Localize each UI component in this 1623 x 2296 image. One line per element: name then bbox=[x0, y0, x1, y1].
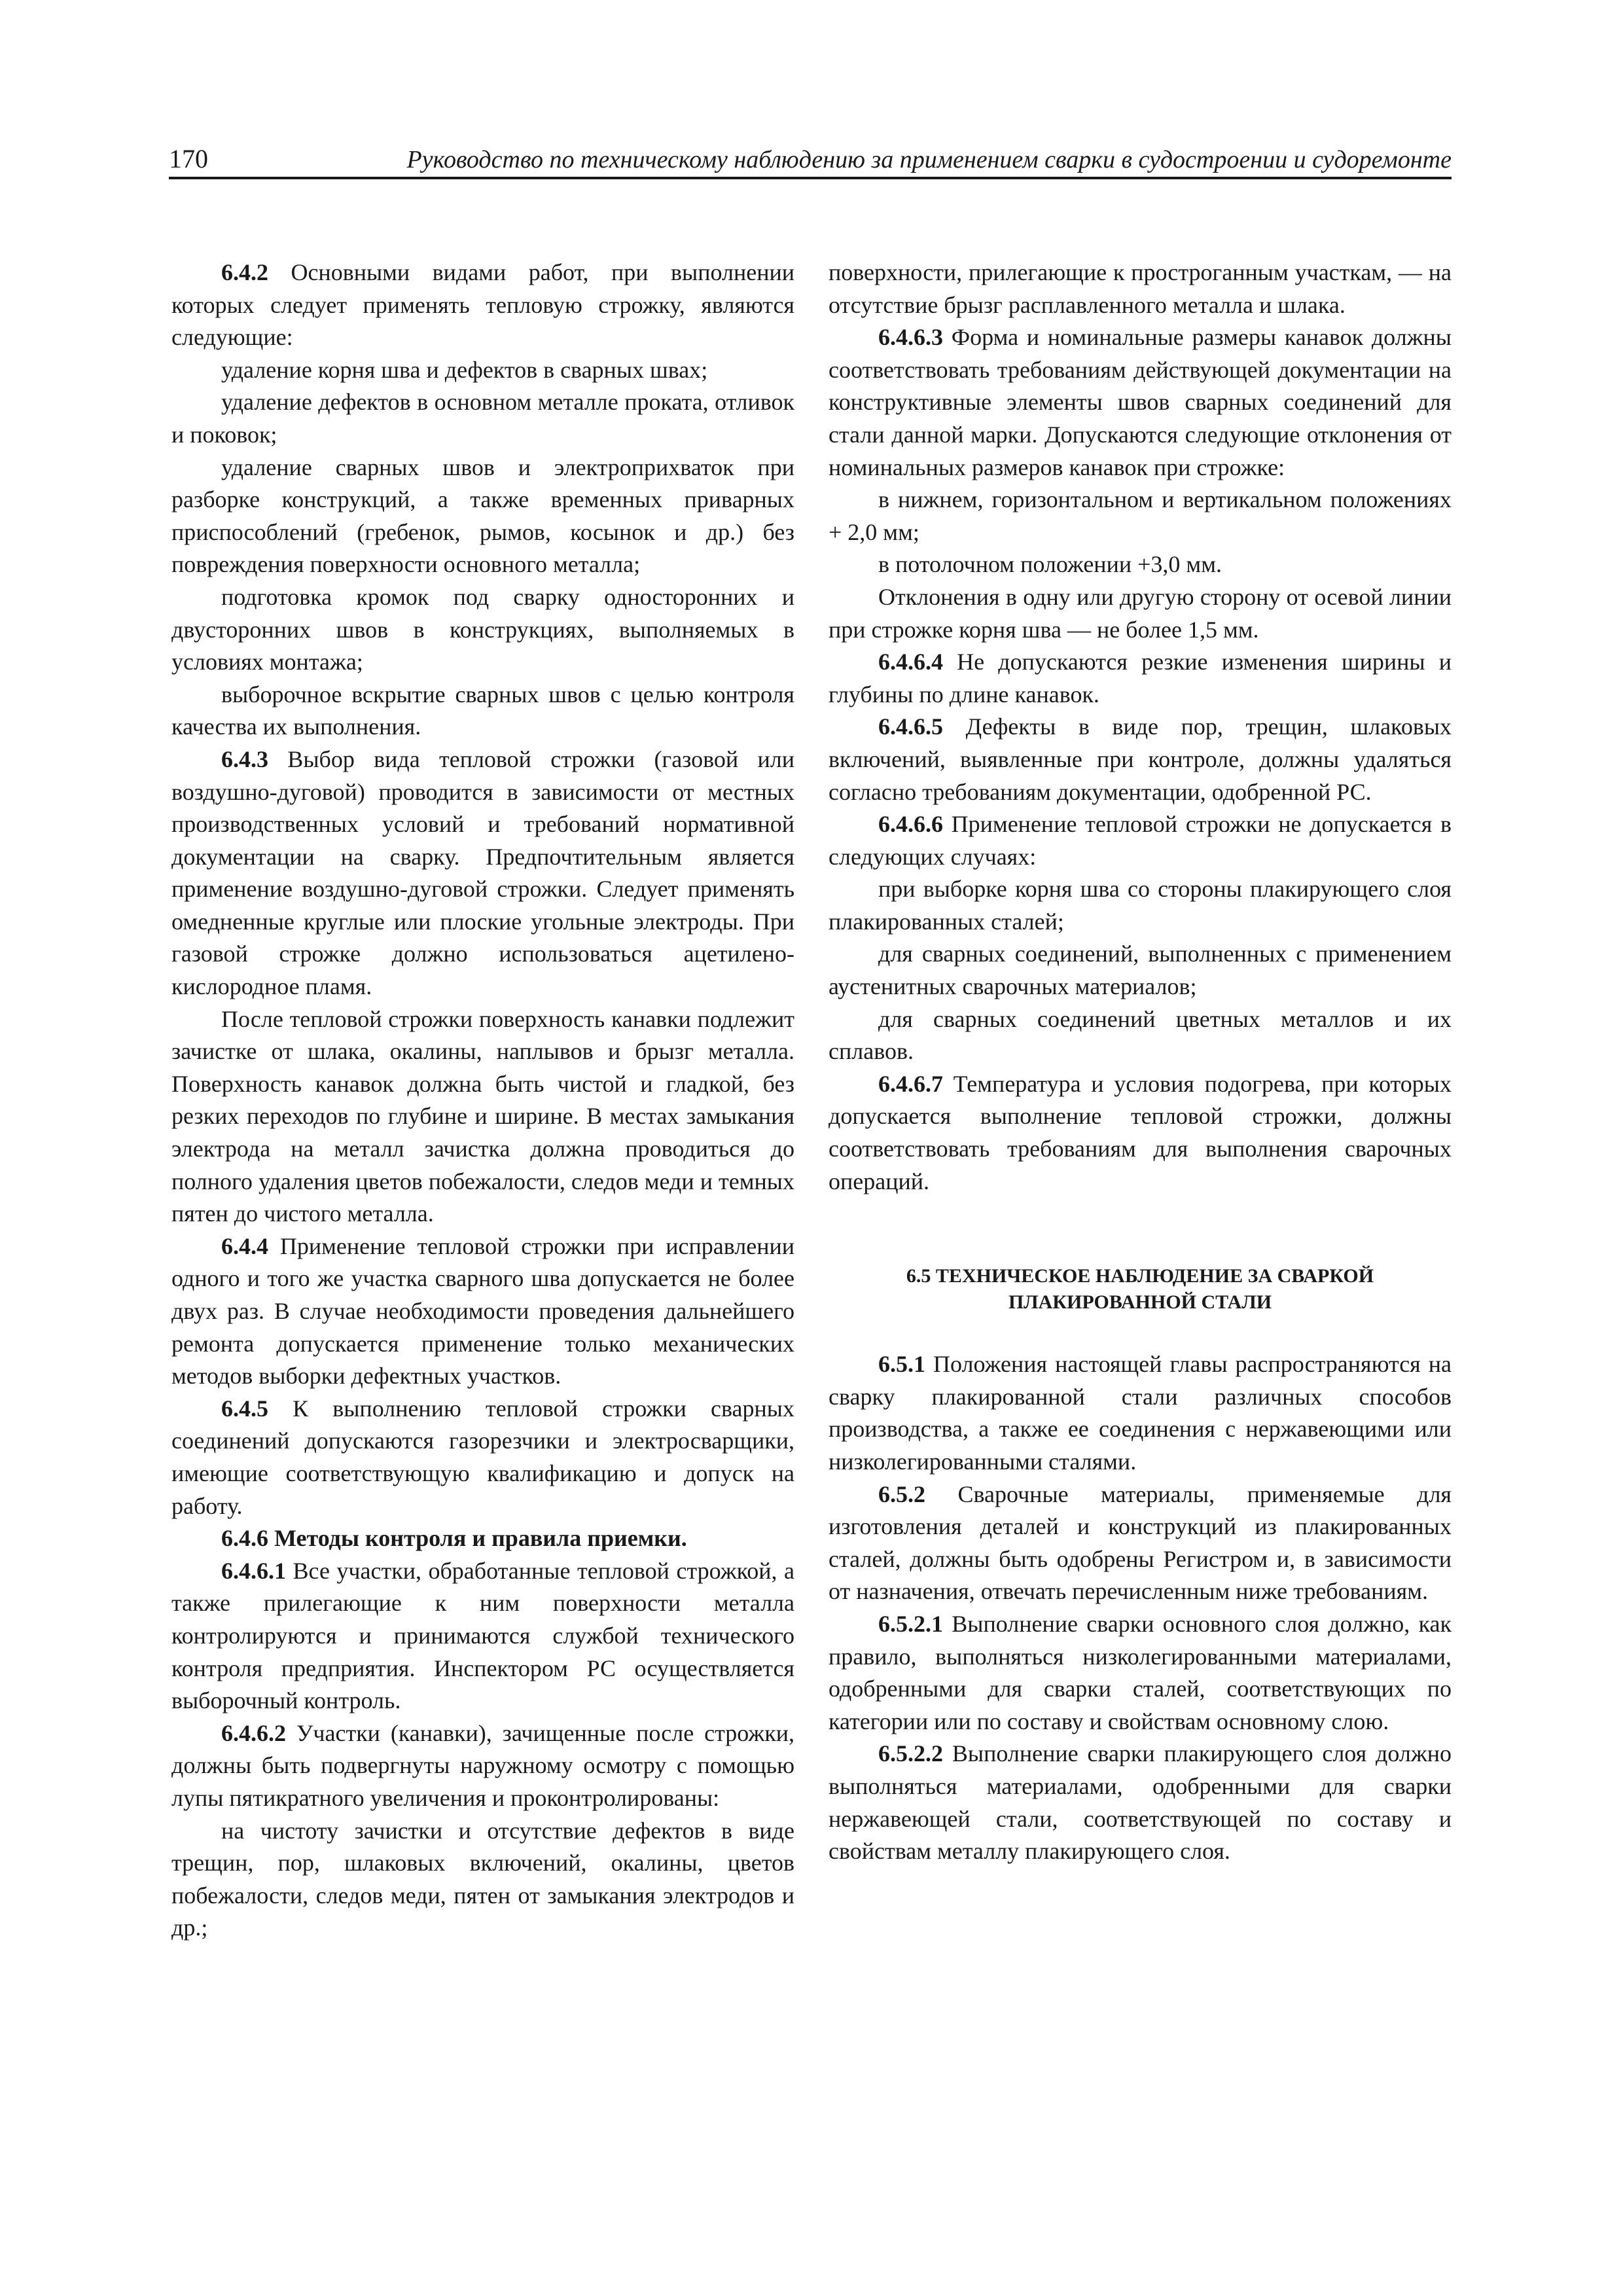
paragraph-text: Все участки, обработанные тепловой строжкой, а также прилегающие к ним поверхности металла контролируются и принимаются службой технического контроля предприятия. Инспектором РС осуществляется выборочный контроль. bbox=[171, 1557, 794, 1714]
paragraph-text: Отклонения в одну или другую сторону от осевой линии при строжке корня шва — не более 1,5 мм. bbox=[829, 583, 1452, 643]
paragraph bbox=[171, 1003, 794, 1230]
paragraph bbox=[829, 1003, 1452, 1068]
clause-paragraph bbox=[171, 1555, 794, 1717]
clause-number: 6.4.6.5 bbox=[878, 713, 943, 740]
paragraph-text: при выборке корня шва со стороны плакирующего слоя плакированных сталей; bbox=[829, 876, 1452, 935]
paragraph bbox=[829, 257, 1452, 321]
paragraph-text: подготовка кромок под сварку односторонних и двусторонних швов в конструкциях, выполняемых в условиях монтажа; bbox=[171, 583, 794, 675]
section-heading-line2: ПЛАКИРОВАННОЙ СТАЛИ bbox=[1008, 1291, 1272, 1314]
clause-number: 6.5.2.2 bbox=[878, 1740, 943, 1767]
clause-number: 6.4.2 bbox=[221, 259, 268, 285]
clause-number: 6.4.6.4 bbox=[878, 649, 943, 675]
clause-paragraph bbox=[829, 1479, 1452, 1608]
clause-paragraph bbox=[829, 1738, 1452, 1867]
paragraph-text: Выбор вида тепловой строжки (газовой или воздушно-дуговой) проводится в зависимости от местных производственных условий и требований нормативной документации на сварку. Предпочтительным является применение воздушно-дуговой строжки. Следует применять омедненные круглые или плоские угольные электроды. При газовой строжке должно использоваться ацетилено-кислородное пламя. bbox=[171, 745, 794, 1000]
page-number: 170 bbox=[169, 144, 208, 173]
paragraph bbox=[171, 1815, 794, 1945]
paragraph-text: Выполнение сварки плакирующего слоя должно выполняться материалами, одобренными для сварки нержавеющей стали, соответствующей по составу и свойствам металлу плакирующего слоя. bbox=[829, 1740, 1452, 1865]
paragraph-text: в нижнем, горизонтальном и вертикальном положениях + 2,0 мм; bbox=[829, 486, 1452, 545]
paragraph-text: для сварных соединений, выполненных с применением аустенитных сварочных материалов; bbox=[829, 941, 1452, 1000]
paragraph-text: Применение тепловой строжки при исправлении одного и того же участка сварного шва допускается не более двух раз. В случае необходимости проведения дальнейшего ремонта допускается применение только механических методов выборки дефектных участков. bbox=[171, 1232, 794, 1390]
paragraph bbox=[171, 581, 794, 679]
paragraph bbox=[829, 938, 1452, 1003]
clause-paragraph bbox=[171, 1522, 794, 1555]
paragraph-text: Форма и номинальные размеры канавок должны соответствовать требованиям действующей документации на конструктивные элементы швов сварных соединений для стали данной марки. Допускаются следующие отклонения от номинальных размеров канавок при строжке: bbox=[829, 324, 1452, 480]
clause-paragraph bbox=[171, 1230, 794, 1393]
paragraph-text: Дефекты в виде пор, трещин, шлаковых включений, выявленные при контроле, должны удаляться согласно требованиям документации, одобренной РС. bbox=[829, 713, 1452, 805]
clause-paragraph bbox=[829, 1348, 1452, 1478]
paragraph-text: Выполнение сварки основного слоя должно, как правило, выполняться низколегированными материалами, одобренными для сварки сталей, соответствующих по категории или по составу и свойствам основному слою. bbox=[829, 1610, 1452, 1734]
paragraph-text: После тепловой строжки поверхность канавки подлежит зачистке от шлака, окалины, наплывов и брызг металла. Поверхность канавок должна быть чистой и гладкой, без резких переходов по глубине и ширине. В местах замыкания электрода на металл зачистка должна проводиться до полного удаления цветов побежалости, следов меди и темных пятен до чистого металла. bbox=[171, 1005, 794, 1227]
paragraph-text: Сварочные материалы, применяемые для изготовления деталей и конструкций из плакированных сталей, должны быть одобрены Регистром и, в зависимости от назначения, отвечать перечисленным ниже требованиям. bbox=[829, 1480, 1452, 1605]
clause-paragraph bbox=[171, 1717, 794, 1815]
clause-paragraph bbox=[829, 808, 1452, 873]
clause-paragraph bbox=[829, 1608, 1452, 1738]
clause-number: 6.4.5 bbox=[221, 1395, 268, 1422]
left-column bbox=[171, 257, 794, 1945]
paragraph-text: удаление сварных швов и электроприхваток при разборке конструкций, а также временных приварных приспособлений (гребенок, рымов, косынок и др.) без повреждения поверхности основного металла; bbox=[171, 454, 794, 578]
right-column bbox=[829, 257, 1452, 1868]
clause-paragraph bbox=[829, 1068, 1452, 1198]
clause-number: 6.4.4 bbox=[221, 1232, 268, 1259]
section-heading bbox=[829, 1263, 1452, 1316]
paragraph bbox=[171, 354, 794, 387]
paragraph bbox=[171, 452, 794, 581]
clause-number: 6.4.6.6 bbox=[878, 811, 943, 838]
running-title: Руководство по техническому наблюдению за применением сварки в судостроении и судоремонте bbox=[406, 146, 1452, 173]
clause-paragraph bbox=[171, 1393, 794, 1522]
paragraph-text: Не допускаются резкие изменения ширины и глубины по длине канавок. bbox=[829, 649, 1452, 708]
paragraph bbox=[829, 581, 1452, 646]
clause-number: 6.4.6.1 bbox=[221, 1557, 286, 1584]
paragraph-text: Применение тепловой строжки не допускается в следующих случаях: bbox=[829, 811, 1452, 870]
paragraph-text: Температура и условия подогрева, при которых допускается выполнение тепловой строжки, должны соответствовать требованиям для выполнения сварочных операций. bbox=[829, 1070, 1452, 1194]
paragraph bbox=[171, 386, 794, 451]
clause-paragraph bbox=[829, 321, 1452, 484]
right-column-top bbox=[829, 257, 1452, 1198]
clause-number: 6.4.6.2 bbox=[221, 1719, 286, 1746]
right-column-bottom bbox=[829, 1348, 1452, 1868]
paragraph-text: Основными видами работ, при выполнении которых следует применять тепловую строжку, являются следующие: bbox=[171, 259, 794, 351]
paragraph-text: в потолочном положении +3,0 мм. bbox=[878, 551, 1222, 578]
clause-number: 6.4.6.3 bbox=[878, 324, 943, 351]
paragraph-text: на чистоту зачистки и отсутствие дефектов в виде трещин, пор, шлаковых включений, окалины, цветов побежалости, следов меди, пятен от замыкания электродов и др.; bbox=[171, 1817, 794, 1941]
paragraph-text: удаление дефектов в основном металле проката, отливок и поковок; bbox=[171, 389, 794, 448]
paragraph bbox=[829, 873, 1452, 938]
paragraph-text: К выполнению тепловой строжки сварных соединений допускаются газорезчики и электросварщики, имеющие соответствующую квалификацию и допуск на работу. bbox=[171, 1395, 794, 1519]
clause-paragraph bbox=[171, 257, 794, 354]
paragraph bbox=[829, 484, 1452, 548]
paragraph bbox=[171, 679, 794, 744]
clause-number: 6.4.3 bbox=[221, 745, 268, 772]
paragraph bbox=[829, 548, 1452, 581]
clause-number: 6.4.6.7 bbox=[878, 1070, 943, 1097]
paragraph-text: для сварных соединений цветных металлов и их сплавов. bbox=[829, 1005, 1452, 1065]
clause-number: 6.4.6 Методы контроля и правила приемки. bbox=[221, 1525, 687, 1552]
paragraph-text: поверхности, прилегающие к простроганным участкам, — на отсутствие брызг расплавленного металла и шлака. bbox=[829, 259, 1452, 318]
paragraph-text: Положения настоящей главы распространяются на сварку плакированной стали различных способов производства, а также ее соединения с нержавеющими или низколегированными сталями. bbox=[829, 1351, 1452, 1475]
paragraph-text: выборочное вскрытие сварных швов с целью контроля качества их выполнения. bbox=[171, 681, 794, 740]
clause-number: 6.5.1 bbox=[878, 1351, 925, 1378]
paragraph-text: Участки (канавки), зачищенные после строжки, должны быть подвергнуты наружному осмотру с помощью лупы пятикратного увеличения и проконтролированы: bbox=[171, 1719, 794, 1811]
page-header bbox=[169, 143, 1452, 179]
section-heading-line1: 6.5 ТЕХНИЧЕСКОЕ НАБЛЮДЕНИЕ ЗА СВАРКОЙ bbox=[906, 1265, 1374, 1287]
paragraph-text: удаление корня шва и дефектов в сварных швах; bbox=[221, 356, 708, 383]
clause-number: 6.5.2 bbox=[878, 1480, 925, 1507]
clause-number: 6.5.2.1 bbox=[878, 1610, 943, 1637]
clause-paragraph bbox=[829, 711, 1452, 808]
clause-paragraph bbox=[829, 646, 1452, 711]
clause-paragraph bbox=[171, 744, 794, 1003]
